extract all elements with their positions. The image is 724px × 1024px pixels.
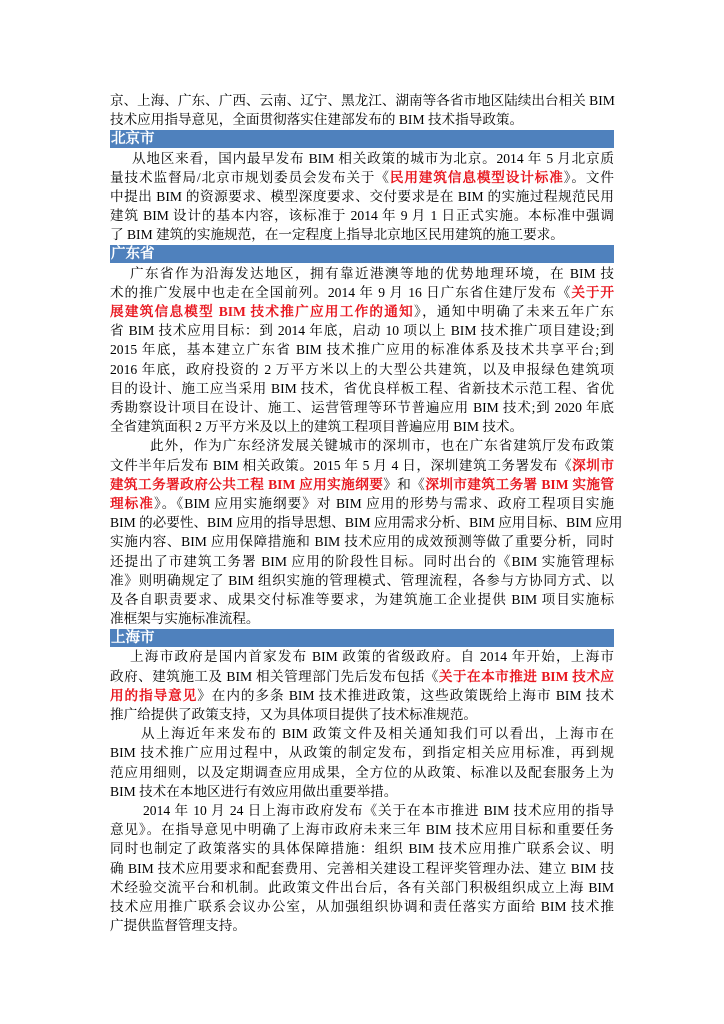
- line-text: BIM 技术在本地区进行有效应用做出重要举措。: [110, 783, 398, 799]
- section-title: 广东省: [111, 246, 155, 263]
- text-line: [110, 878, 614, 897]
- line-text: 从上海近年来发布的 BIM 政策文件及相关通知我们可以看出，上海市在: [141, 726, 614, 742]
- text-line: [110, 513, 623, 532]
- document-page: [110, 91, 623, 935]
- line-text: 文件半年后发布 BIM 相关政策。2015 年 5 月 4 日，深圳建筑工务署发布《: [110, 457, 573, 473]
- text-line: [110, 321, 614, 340]
- text-line: [110, 667, 614, 686]
- text-line: [110, 820, 614, 839]
- line-text: 》和《: [383, 476, 426, 492]
- line-text: BIM 的必要性、BIM 应用的指导思想、BIM 应用需求分析、BIM 应用目标、BIM 应用: [110, 515, 623, 531]
- text-line: [110, 705, 614, 724]
- line-text: 2014 年 10 月 24 日上海市政府发布《关于在本市推进 BIM 技术应用的指导: [143, 802, 614, 818]
- line-text: 同时也制定了政策落实的具体保障措施：组织 BIM 技术应用推广联系会议、明: [110, 841, 614, 857]
- text-line: [110, 225, 614, 244]
- line-text: 政府、建筑施工及 BIM 相关管理部门先后发布包括《: [110, 668, 439, 684]
- emphasized-document-title: 建筑工务署政府公共工程 BIM 应用实施纲要: [110, 476, 384, 492]
- section-title: 北京市: [111, 130, 155, 147]
- text-line: [110, 149, 614, 168]
- text-line: [110, 168, 614, 187]
- text-line: [110, 609, 614, 628]
- section-header-shanghai: [110, 629, 614, 647]
- paragraph: [110, 801, 614, 935]
- line-text: 》。文件: [563, 169, 615, 185]
- text-line: [110, 916, 614, 935]
- emphasized-document-title: 深圳市建筑工务署 BIM 实施管: [425, 476, 615, 492]
- line-text: 从地区来看，国内最早发布 BIM 相关政策的城市为北京。2014 年 5 月北京质: [132, 150, 614, 166]
- paragraph: [110, 436, 623, 628]
- text-line: [110, 571, 614, 590]
- line-text: 术的推广发展中也走在全国前列。2014 年 9 月 16 日广东省住建厅发布《: [110, 284, 572, 300]
- line-text: 此外，作为广东经济发展关键城市的深圳市，也在广东省建筑厅发布政策: [150, 438, 614, 454]
- section-header-beijing: [110, 130, 614, 148]
- section-title: 上海市: [111, 629, 155, 646]
- line-text: 准框架与实施标准流程。: [110, 611, 260, 627]
- paragraph: [110, 724, 614, 801]
- line-text: 》。《BIM 应用实施纲要》对 BIM 应用的形势与需求、政府工程项目实施: [153, 495, 614, 511]
- line-text: 上海市政府是国内首家发布 BIM 政策的省级政府。自 2014 年开始，上海市: [130, 649, 614, 665]
- text-line: [110, 782, 614, 801]
- line-text: 术经验交流平台和机制。此政策文件出台后，各有关部门积极组织成立上海 BIM: [110, 879, 614, 895]
- text-line: [110, 360, 614, 379]
- line-text: 2016 年底，政府投资的 2 万平方米以上的大型公共建筑，以及申报绿色建筑项: [110, 361, 614, 377]
- line-text: 实施内容、BIM 应用保障措施和 BIM 技术应用的成效预测等做了重要分析，同时: [110, 534, 614, 550]
- text-line: [110, 110, 614, 129]
- line-text: 范应用细则，以及定期调查应用成果，全方位的从政策、标准以及配套服务上为: [110, 764, 614, 780]
- line-text: 京、上海、广东、广西、云南、辽宁、黑龙江、湖南等各省市地区陆续出台相关 BIM: [110, 93, 615, 108]
- text-line: [110, 456, 614, 475]
- text-line: [110, 686, 614, 705]
- text-line: [110, 475, 614, 494]
- text-line: [110, 859, 614, 878]
- line-text: 了 BIM 建筑的实施规范，在一定程度上指导北京地区民用建筑的施工要求。: [110, 227, 564, 243]
- emphasized-document-title: 深圳市: [572, 457, 615, 473]
- text-line: [110, 897, 614, 916]
- line-text: 意见》。在指导意见中明确了上海市政府未来三年 BIM 技术应用目标和重要任务: [110, 822, 614, 838]
- line-text: 准》则明确规定了 BIM 组织实施的管理模式、管理流程，各参与方协同方式、以: [110, 572, 614, 588]
- line-text: 技术应用指导意见，全面贯彻落实住建部发布的 BIM 技术指导政策。: [110, 112, 524, 128]
- line-text: 》在内的多条 BIM 技术推进政策，这些政策既给上海市 BIM 技术: [197, 687, 614, 703]
- text-line: [110, 647, 614, 666]
- paragraph: [110, 149, 614, 245]
- text-line: [110, 417, 614, 436]
- text-line: [110, 264, 614, 283]
- line-text: 推广给提供了政策支持，又为具体项目提供了技术标准规范。: [110, 707, 478, 722]
- text-line: [110, 187, 614, 206]
- line-text: 中提出 BIM 的资源要求、模型深度要求、交付要求是在 BIM 的实施过程规范民用: [110, 188, 614, 204]
- text-line: [110, 552, 614, 571]
- text-line: [110, 532, 614, 551]
- text-line: [110, 494, 614, 513]
- text-line: [110, 206, 614, 225]
- paragraph: [110, 647, 614, 724]
- text-line: [110, 398, 614, 417]
- line-text: 建筑 BIM 设计的基本内容，该标准于 2014 年 9 月 1 日正式实施。本标准中强调: [110, 208, 614, 224]
- emphasized-document-title: 展建筑信息模型 BIM 技术推广应用工作的通知: [110, 304, 415, 320]
- line-text: 目的设计、施工应当采用 BIM 技术，省优良样板工程、省新技术示范工程、省优: [110, 380, 614, 396]
- text-line: [110, 283, 614, 302]
- line-text: 广东省作为沿海发达地区，拥有靠近港澳等地的优势地理环境，在 BIM 技: [130, 265, 614, 281]
- text-line: [110, 302, 614, 321]
- text-line: [110, 379, 614, 398]
- line-text: 量技术监督局/北京市规划委员会发布关于《: [110, 169, 390, 185]
- line-text: 及各自职责要求、成果交付标准等要求，为建筑施工企业提供 BIM 项目实施标: [110, 591, 614, 607]
- line-text: 广提供监督管理支持。: [110, 918, 246, 934]
- emphasized-document-title: 理标准: [110, 495, 154, 511]
- line-text: 》，通知中明确了未来五年广东: [414, 304, 614, 320]
- text-line: [110, 91, 614, 110]
- line-text: 还提出了市建筑工务署 BIM 应用的阶段性目标。同时出台的《BIM 实施管理标: [110, 553, 614, 569]
- line-text: BIM 技术推广应用过程中，从政策的制定发布，到指定相关应用标准，再到规: [110, 745, 614, 761]
- line-text: 技术应用推广联系会议办公室，从加强组织协调和责任落实方面给 BIM 技术推: [110, 898, 614, 914]
- text-line: [110, 340, 614, 359]
- text-line: [110, 724, 614, 743]
- emphasized-document-title: 民用建筑信息模型设计标准: [389, 169, 564, 185]
- text-line: [110, 839, 614, 858]
- line-text: 确 BIM 技术应用要求和配套费用、完善相关建设工程评奖管理办法、建立 BIM 技: [110, 860, 614, 876]
- emphasized-document-title: 关于开: [571, 284, 614, 300]
- line-text: 秀勘察设计项目在设计、施工、运营管理等环节普遍应用 BIM 技术;到 2020 年底: [110, 400, 614, 415]
- text-line: [110, 590, 614, 609]
- emphasized-document-title: 用的指导意见: [110, 687, 198, 703]
- text-line: [110, 763, 614, 782]
- intro-paragraph: [110, 91, 614, 129]
- section-header-guangdong: [110, 245, 614, 263]
- emphasized-document-title: 关于在本市推进 BIM 技术应: [438, 668, 614, 684]
- line-text: 2015 年底，基本建立广东省 BIM 技术推广应用的标准体系及技术共享平台;到: [110, 342, 614, 358]
- text-line: [110, 801, 614, 820]
- text-line: [110, 436, 614, 455]
- line-text: 省 BIM 技术应用目标：到 2014 年底，启动 10 项以上 BIM 技术推广项目建设;到: [110, 323, 614, 339]
- line-text: 全省建筑面积 2 万平方米及以上的建筑工程项目普遍应用 BIM 技术。: [110, 419, 524, 435]
- text-line: [110, 743, 614, 762]
- paragraph: [110, 264, 614, 437]
